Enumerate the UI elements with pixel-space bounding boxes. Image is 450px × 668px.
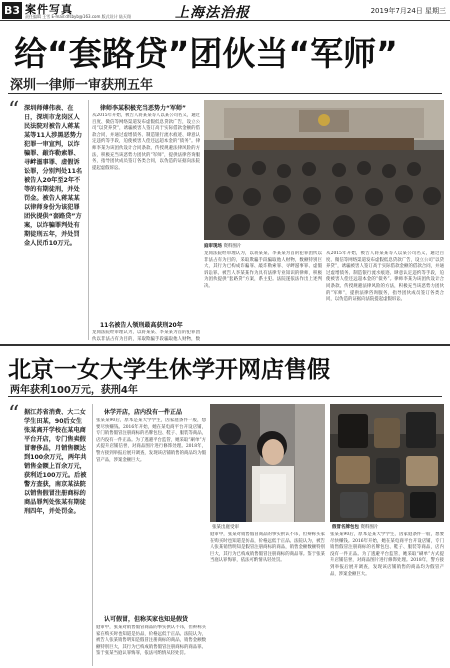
story2-headline: 北京一女大学生休学开网店售假: [8, 357, 330, 383]
story2-body-2a: 庭审中，张某对销售假冒商品的事实供认不讳，但辩称买家在购买时也知道是仿品，价格远低于正品。法院认为，被告人张某销售明知是假冒注册商标的商品，销售金额数额特别巨大，其行为已构成销售假冒注册商标的商品罪。鉴于张某当庭认罪悔罪，依法可酌情从轻处罚。: [96, 625, 206, 657]
courtroom-photo: [204, 100, 444, 240]
story2-body-1: 张某某90后，原本是某大学学生，因家庭条件一般，想要尽快赚钱。2016年开始，她在某电商平台开设店铺，专门销售假冒注册商标的名牌包包、鞋子、服装等商品，店内没有一件正品。为了逃避平台监管，她采取“刷单”方式提升店铺信誉，对商品图片进行修饰处理。2018年，警方接到举报后展开调查，发现该店铺销售的商品均为假冒产品，涉案金额巨大。: [96, 418, 206, 463]
story2-body-2c: 张某某90后，原本是某大学学生，因家庭条件一般，想要尽快赚钱。2016年开始，她在某电商平台开设店铺，专门销售假冒注册商标的名牌包包、鞋子、服装等商品，店内没有一件正品。为了逃避平台监管，她采取“刷单”方式提升店铺信誉，对商品图片进行修饰处理。2018年，警方接到举报后展开调查，发现该店铺销售的商品均为假冒产品，涉案金额巨大。: [330, 532, 444, 577]
quote-mark-icon: “: [8, 402, 20, 427]
column-divider: [92, 404, 93, 666]
story1-body-1: 从2015年开始，被告人蒋某某等人以某公司名义，通过百度、微信等网络渠道发布虚假低息贷款广告，设立公司“以贷养贷”，诱骗被害人签订高于实际借款金额的借款合同，并通过虚增债务、制造银行流水痕迹、肆意认定违约等手段，迫使被害人偿还远超本金的“债务”。律师李某为该团伙设计合同条款、传授规避法律风险的方法，积极充当该恶势力团伙的“军师”，提供法律咨询服务，指导团伙成员签订各类合同，以伪造的证据向法院提起虚假诉讼。: [92, 113, 200, 171]
story2-lead: 据江苏省消费、大二女学生田某，90后女生张某离开学校在某电商平台开店，专门售卖假冒奢侈品，月销售额达到100余万元，两年共销售金额上百余万元，获利近100万元。后被警方查获，南京某法院以销售假冒注册商标的商品罪判处张某有期徒刑四年，并处罚金。: [24, 409, 87, 515]
story1-rule: [8, 93, 442, 94]
story-separator: [0, 344, 450, 346]
story1-headline: 给“套路贷”团伙当“军师”: [14, 34, 398, 73]
issue-date: 2019年7月24日 星期三: [370, 7, 446, 15]
story2-section-head-2: 认可假冒，但称买家也知是假货: [104, 616, 189, 623]
story1-photo-caption-label: 庭审现场: [204, 244, 222, 249]
newspaper-logo: 上海法治报: [175, 5, 250, 21]
column-divider: [88, 100, 89, 340]
story1-body-2a: 龙岗法院经审理认为，以蒋某某、李某某为首的犯罪团伙以非法占有为目的，采取欺骗手段骗取他人财物，数: [92, 330, 200, 342]
story1-section-head-2: 11名被告人领刑最高获刑20年: [100, 322, 183, 329]
story2-photo2-caption-label: 假冒名牌包包: [332, 525, 359, 530]
section-title: 案件写真: [25, 3, 73, 16]
defendant-illustration: [210, 404, 325, 522]
courtroom-illustration: [204, 100, 444, 240]
story1-body-2c: 从2015年开始，被告人蒋某某等人以某公司名义，通过百度、微信等网络渠道发布虚假低息贷款广告，设立公司“以贷养贷”，诱骗被害人签订高于实际借款金额的借款合同，并通过虚增债务、制造银行流水痕迹、肆意认定违约等手段，迫使被害人偿还远超本金的“债务”。律师李某为该团伙设计合同条款、传授规避法律风险的方法，积极充当该恶势力团伙的“军师”，提供法律咨询服务，指导团伙成员签订各类合同，以伪造的证据向法院提起虚假诉讼。: [326, 251, 444, 303]
story2-body-2b: 庭审中，张某对销售假冒商品的事实供认不讳，但辩称买家在购买时也知道是仿品，价格远低于正品。法院认为，被告人张某销售明知是假冒注册商标的商品，销售金额数额特别巨大，其行为已构成销售假冒注册商标的商品罪。鉴于张某当庭认罪悔罪，依法可酌情从轻处罚。: [210, 532, 325, 564]
editor-line: 责任编辑 王雪 E-mail:dfsbyb@163.com 版式设计 陆天翔: [25, 14, 131, 19]
story1-lead: 深圳师傅伟表、在日，深圳市龙岗区人民法院对被告人蒋某某等11人涉黑恶势力犯罪一审宣判，以诈骗罪、敲诈勒索罪、寻衅滋事罪、虚假诉讼罪，分别判处11名被告人20年至2年不等的有期徒刑，并处罚金。被告人蒋某某以律师身份为该犯罪团伙提供“套路贷”方案，以诈骗罪判处有期徒刑五年，并处罚金人民币10万元。: [24, 105, 83, 247]
story2-photo1-caption: 张某出庭受审: [212, 525, 239, 530]
story2-photo2-caption: [332, 524, 378, 530]
story1-subhead: 深圳一律师一审获刑五年: [10, 78, 154, 93]
story2-rule: [8, 396, 442, 397]
page-header: [0, 0, 450, 21]
page-number: B3: [3, 4, 21, 17]
counterfeit-goods-illustration: [330, 404, 444, 522]
story2-subhead: 两年获利100万元，获刑4年: [10, 385, 138, 396]
story1-photo-caption: [204, 243, 241, 249]
defendant-photo: [210, 404, 325, 522]
quote-mark-icon: “: [8, 98, 20, 123]
story2-section-head-1: 休学开店，店内没有一件正品: [104, 409, 183, 416]
story1-body-2b: 龙岗法院经审理认为，以蒋某某、李某某为首的犯罪团伙以非法占有为目的，采取欺骗手段骗取他人财物，数额特别巨大，其行为已构成诈骗罪、敲诈勒索罪、寻衅滋事罪、虚假诉讼罪。被告人李某某作为具有法律专业知识的律师，积极为团伙提供“套路贷”方案，系主犯。法院遂依法作出上述判决。: [204, 251, 322, 289]
story1-section-head-1: 律师李某积极充当恶势力“军师”: [100, 105, 186, 112]
story1-photo-caption-text: 资料图片: [223, 244, 242, 249]
story2-photo2-caption-text: 资料图片: [360, 525, 379, 530]
counterfeit-goods-photo: [330, 404, 444, 522]
